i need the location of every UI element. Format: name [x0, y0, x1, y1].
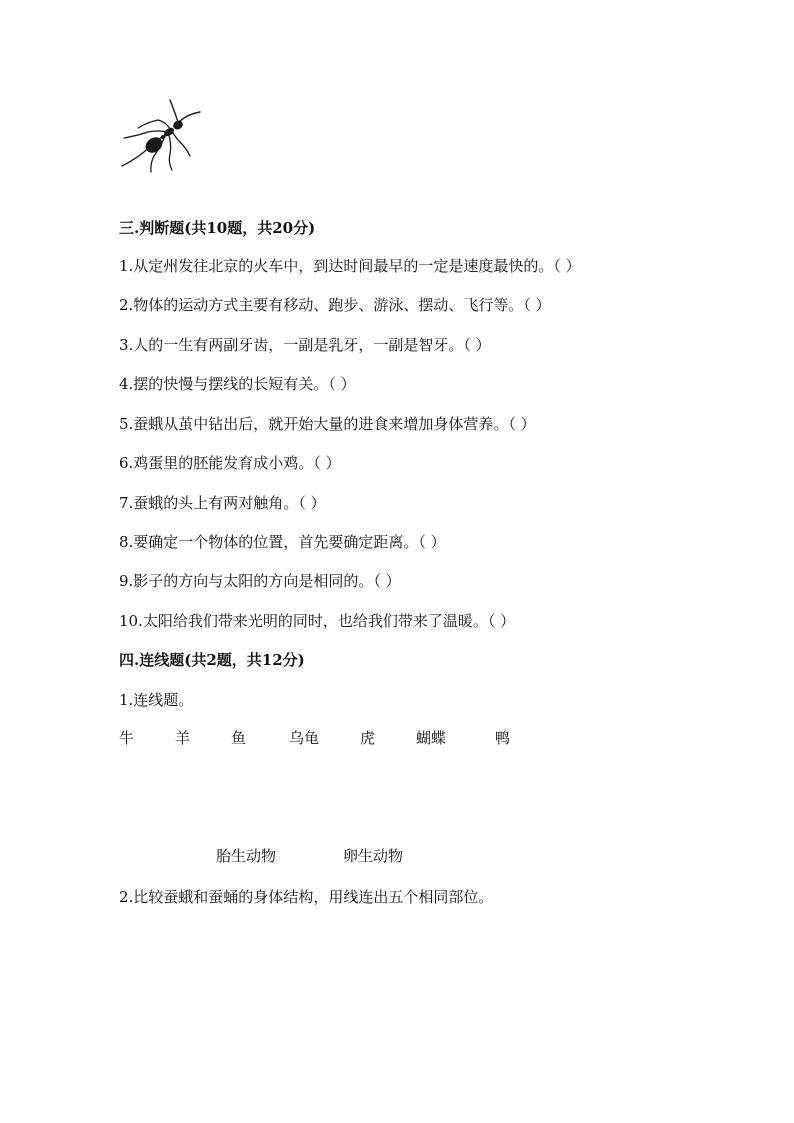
section-3-heading: 三.判断题(共10题，共20分) — [119, 219, 316, 237]
question-4: 4.摆的快慢与摆线的长短有关。（ ） — [119, 375, 356, 393]
matching-question-2-label: 2.比较蚕蛾和蚕蛹的身体结构，用线连出五个相同部位。 — [119, 888, 494, 906]
animal-label: 羊 — [175, 729, 191, 747]
question-3: 3.人的一生有两副牙齿，一副是乳牙，一副是智牙。（ ） — [119, 336, 491, 354]
animal-label: 牛 — [119, 729, 135, 747]
animal-label: 鸭 — [495, 729, 511, 747]
category-oviparous: 卵生动物 — [343, 847, 404, 865]
section-4-heading: 四.连线题(共2题，共12分) — [119, 651, 305, 669]
animal-label: 虎 — [360, 729, 376, 747]
question-2: 2.物体的运动方式主要有移动、跑步、游泳、摆动、飞行等。（ ） — [119, 296, 551, 314]
matching-question-1-label: 1.连线题。 — [119, 691, 194, 709]
question-8: 8.要确定一个物体的位置，首先要确定距离。（ ） — [119, 533, 446, 551]
question-9: 9.影子的方向与太阳的方向是相同的。（ ） — [119, 572, 401, 590]
animal-label: 蝴蝶 — [416, 729, 447, 747]
question-1: 1.从定州发往北京的火车中，到达时间最早的一定是速度最快的。（ ） — [119, 257, 581, 275]
question-5: 5.蚕蛾从茧中钻出后，就开始大量的进食来增加身体营养。（ ） — [119, 415, 536, 433]
animal-label: 鱼 — [231, 729, 247, 747]
ant-icon — [118, 92, 208, 174]
category-viviparous: 胎生动物 — [216, 847, 277, 865]
question-7: 7.蚕蛾的头上有两对触角。（ ） — [119, 494, 326, 512]
question-10: 10.太阳给我们带来光明的同时，也给我们带来了温暖。（ ） — [119, 612, 516, 630]
question-6: 6.鸡蛋里的胚能发育成小鸡。（ ） — [119, 454, 341, 472]
animal-label: 乌龟 — [289, 729, 320, 747]
